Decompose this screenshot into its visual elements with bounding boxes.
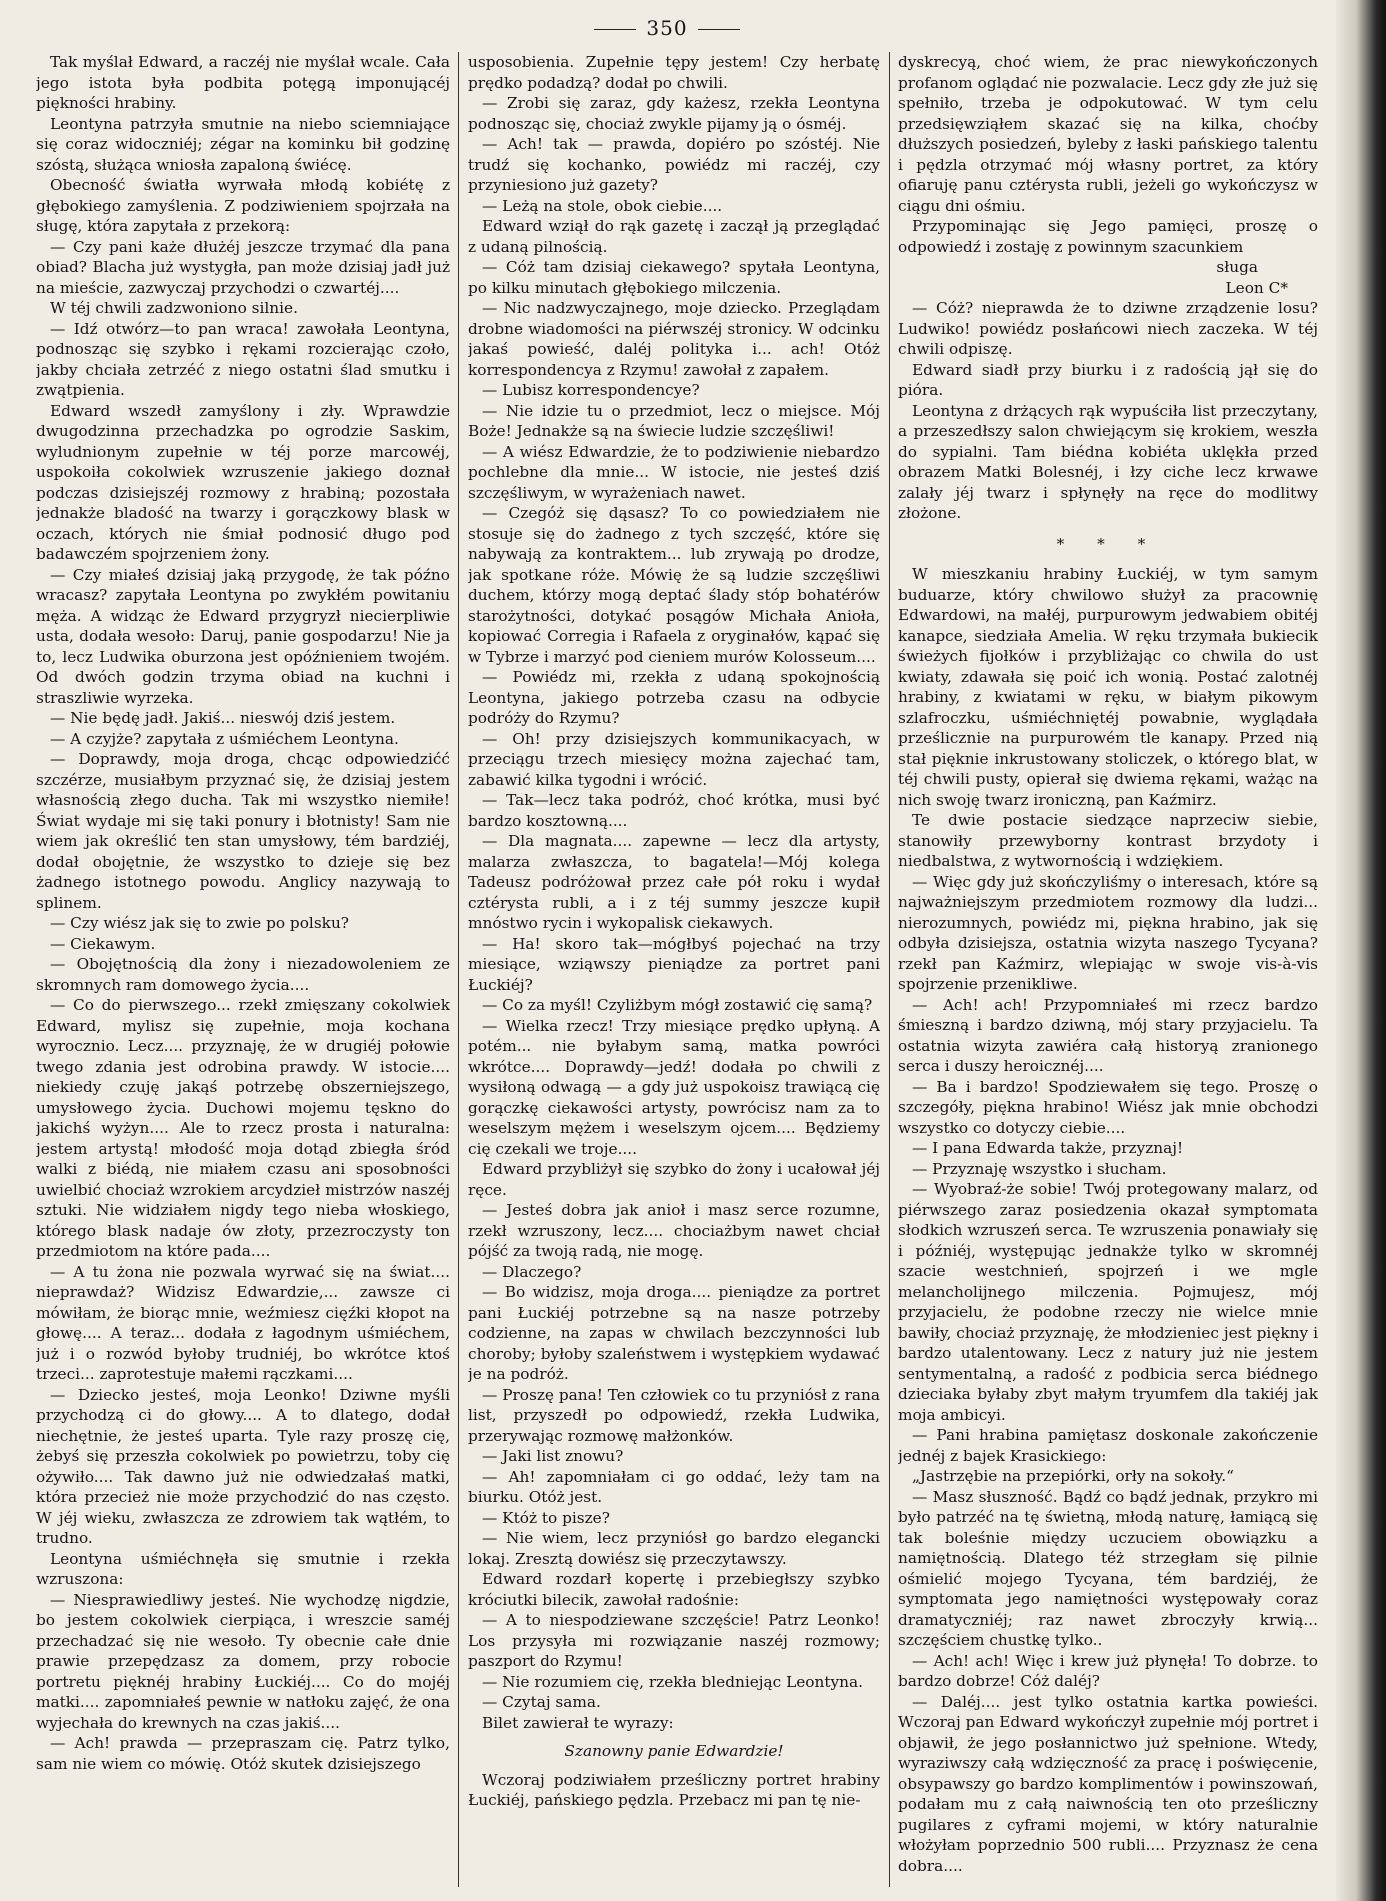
paragraph: — Idź otwórz—to pan wraca! zawołała Leontyna, podnosząc się szybko i rękami rozcierając czoło, jakby chciała zetrzéć z niego ostatni ślad smutku i zwątpienia.: [36, 319, 450, 399]
paragraph: — Jaki list znowu?: [482, 1447, 624, 1465]
paragraph: Tak myślał Edward, a raczéj nie myślał wcale. Cała jego istota była podbita potęgą imponującéj piękności hrabiny.: [36, 53, 450, 112]
paragraph: — Dla magnata.... zapewne — lecz dla artysty, malarza zwłaszcza, to bagatela!—Mój kolega Tadeusz podróżował przez całe pół roku i wydał cztérysta rubli, a i z téj summy jeszcze kupił mnóstwo rycin i wykopalisk ciekawych.: [468, 832, 880, 932]
paragraph: Obecność światła wyrwała młodą kobiétę z głębokiego zamyślenia. Z podziwieniem spojrzała na sługę, która zapytała z przekorą:: [36, 176, 450, 235]
text-column-3: [898, 52, 1318, 1887]
paragraph: — Co za myśl! Czyliżbym mógł zostawić cię samą?: [482, 996, 873, 1014]
paragraph: — Nic nadzwyczajnego, moje dziecko. Przeglądam drobne wiadomości na piérwszéj stronicy. W odcinku jakaś powieść, daléj polityka i... ach! Otóż korrespondencya z Rzymu! zawołał z zapałem.: [468, 299, 880, 379]
paragraph: — Ach! prawda — przepraszam cię. Patrz tylko, sam nie wiem co mówię. Otóż skutek dzisiejszego: [36, 1734, 450, 1773]
paragraph: Przypominając się Jego pamięci, proszę o odpowiedź i zostaję z powinnym szacunkiem: [898, 217, 1318, 256]
section-separator: * * *: [1056, 534, 1160, 553]
paragraph: Leontyna z drżących rąk wypuściła list przeczytany, a przeszedłszy salon chwiejącym się krokiem, weszła do sypialni. Tam biédna kobiéta uklękła przed obrazem Matki Bolesnéj, i łzy ciche lecz krwawe zalały jéj twarz i spłynęły na ręce do modlitwy złożone.: [898, 401, 1318, 522]
paragraph: Edward rozdarł kopertę i przebiegłszy szybko króciutki bilecik, zawołał radośnie:: [468, 1570, 880, 1609]
quotation: „Jastrzębie na przepiórki, orły na sokoły.“: [912, 1467, 1234, 1485]
paragraph: W téj chwili zadzwoniono silnie.: [50, 299, 298, 317]
paragraph: W mieszkaniu hrabiny Łuckiéj, w tym samym buduarze, który chwilowo służył za pracownię Edwardowi, na małéj, purpurowym jedwabiem obitéj kanapce, siedziała Amelia. W ręku trzymała bukiecik świeżych fijołków i przybliżając co chwila do ust kwiaty, zdawała się poić ich wonią. Postać zalotnéj hrabiny, z kwiatami w ręku, w białym pikowym szlafroczku, uśmiéchniętéj powabnie, wyglądała prześlicznie na purpurowém tle kanapy. Przed nią stał pięknie inkrustowany stoliczek, o którego blat, w téj chwili pusty, opierał się dwiema rękami, ważąc na nich swoję twarz ironiczną, pan Kaźmirz.: [898, 565, 1318, 809]
paragraph: Edward wziął do rąk gazetę i zaczął ją przeglądać z udaną pilnością.: [468, 217, 880, 256]
text-column-1: [36, 52, 450, 1887]
paragraph: — Nie będę jadł. Jakiś... nieswój dziś jestem.: [50, 709, 396, 727]
paragraph: — Obojętnością dla żony i niezadowoleniem ze skromnych ram domowego życia....: [36, 955, 450, 994]
paragraph: Edward przybliżył się szybko do żony i ucałował jéj ręce.: [468, 1160, 880, 1199]
column-divider: [889, 52, 890, 1887]
paragraph: — Oh! przy dzisiejszych kommunikacyach, w przeciągu trzech miesięcy można zajechać tam, zabawić kilka tygodni i wrócić.: [468, 729, 880, 789]
paragraph: — Dziecko jesteś, moja Leonko! Dziwne myśli przychodzą ci do głowy.... A to dlatego, dodał niechętnie, że jesteś uparta. Tyle razy proszę cię, żebyś się przeszła cokolwiek po powietrzu, toby cię ożywiło.... Tak dawno już nie odwiedzałaś matki, która przecież nie może przychodzić do nas często. W jéj wieku, zwłaszcza ze zdrowiem tak wątłém, to trudno.: [36, 1385, 450, 1547]
paragraph: Te dwie postacie siedzące naprzeciw siebie, stanowiły przewyborny kontrast brzydoty i niedbalstwa, z wytwornością i wdziękiem.: [898, 811, 1318, 870]
paragraph: Edward wszedł zamyślony i zły. Wprawdzie dwugodzinna przechadzka po ogrodzie Saskim, wyludnionym zupełnie w téj porze marcowéj, uspokoiła cokolwiek wzruszenie jakiego doznał podczas dzisiejszéj rozmowy z hrabiną; pozostała jednakże bladość na twarzy i gorączkowy blask w oczach, których nie śmiał podnosić długo pod badawczém spojrzeniem żony.: [36, 401, 450, 563]
paragraph: — Leżą na stole, obok ciebie....: [482, 196, 723, 215]
paragraph: — Cóż? nieprawda że to dziwne zrządzenie losu? Ludwiko! powiédz posłańcowi niech zaczeka. W téj chwili odpiszę.: [898, 299, 1318, 358]
page-edge-shadow: [1336, 0, 1386, 1901]
paragraph: — Proszę pana! Ten człowiek co tu przyniósł z rana list, przyszedł po odpowiedź, rzekła Ludwika, przerywając rozmowę małżonków.: [468, 1385, 880, 1445]
paragraph: — Pani hrabina pamiętasz doskonale zakończenie jednéj z bajek Krasickiego:: [898, 1426, 1318, 1465]
paragraph: Bilet zawierał te wyrazy:: [482, 1713, 674, 1732]
paragraph: — Zrobi się zaraz, gdy każesz, rzekła Leontyna podnosząc się, chociaż zwykle pijamy ją o ósméj.: [468, 94, 880, 133]
paragraph: — Co do pierwszego... rzekł zmięszany cokolwiek Edward, mylisz się zupełnie, moja kochana wyrocznio. Lecz.... przyznaję, że w drugiéj połowie twego zdania jest odrobina prawdy. W istocie.... niekiedy czuję jakąś potrzebę obszerniejszego, umysłowego życia. Duchowi mojemu tęskno do jakichś wyżyn.... Ale to rzecz prosta i naturalna: jestem artystą! młodość moja dotąd zbiegła śród walki z biédą, nie miałem czasu ani sposobności uwielbić chociaż wzrokiem arcydzieł mistrzów naszéj sztuki. Nie widziałem nigdy tego nieba włoskiego, którego blask nadaje ów złoty, przezroczysty ton przedmiotom na które pada....: [36, 996, 450, 1260]
page-number: 350: [572, 16, 762, 40]
paragraph: — Ba i bardzo! Spodziewałem się tego. Proszę o szczegóły, piękna hrabino! Wiész jak mnie obchodzi wszystko co dotyczy ciebie....: [898, 1077, 1318, 1137]
paragraph: — Daléj.... jest tylko ostatnia kartka powieści. Wczoraj pan Edward wykończył zupełnie mój portret i objawił, że jego posłannictwo już spełnione. Wtedy, wyraziwszy całą wdzięczność za pracę i poświęcenie, obsypawszy go bardzo komplimentów i powinszowań, podałam mu z całą naiwnością ten oto prześliczny pugilares z cyframi mojemi, w który naturalnie włożyłam poprzednio 500 rubli.... Przyznasz że cena dobra....: [898, 1692, 1318, 1875]
paragraph: — Ciekawym.: [50, 934, 156, 953]
letter-closing: sługa: [1216, 258, 1258, 276]
paragraph: Leontyna uśmiéchnęła się smutnie i rzekła wzruszona:: [36, 1549, 450, 1588]
paragraph: — Ach! tak — prawda, dopiéro po szóstéj. Nie trudź się kochanko, powiédz mi raczéj, czy przyniesiono już gazety?: [468, 135, 880, 194]
paragraph: — Przyznaję wszystko i słucham.: [912, 1159, 1167, 1178]
paragraph: — Ah! zapomniałam ci go oddać, leży tam na biurku. Otóż jest.: [468, 1467, 880, 1506]
paragraph: dyskrecyą, choć wiem, że prac niewykończonych profanom oglądać nie pozwalacie. Lecz gdy złe już się spełniło, trzeba je odpokutować. W tym celu przedsięwziąłem skazać się na kilka, choćby dłuższych posiedzeń, byleby z łaski pańskiego talentu i pędzla otrzymać mój własny portret, za który ofiaruję panu cztérysta rubli, jeżeli go wykończysz w ciągu dni ośmiu.: [898, 53, 1318, 215]
paragraph: — Czy miałeś dzisiaj jaką przygodę, że tak późno wracasz? zapytała Leontyna po zwykłém powitaniu męża. A widząc że Edward przygryzł niecierpliwie usta, dodała wesoło: Daruj, panie gospodarzu! Nie ja to, lecz Ludwika oburzona jest opóźnieniem twojém. Od dwóch godzin trzyma obiad na kuchni i straszliwie wyrzeka.: [36, 565, 450, 707]
paragraph: — Lubisz korrespondencye?: [482, 381, 700, 399]
paragraph: — Jesteś dobra jak anioł i masz serce rozumne, rzekł wzruszony, lecz.... chociażbym nawet chciał pójść za twoją radą, nie mogę.: [468, 1201, 880, 1260]
paragraph: — Czegóż się dąsasz? To co powiedziałem nie stosuje się do żadnego z tych szczęść, które się nabywają za kontraktem... lub zrywają po drodze, jak spotkane róże. Mówię że są ludzie szczęśliwi duchem, którzy mogą deptać ślady stóp bohatérów starożytności, dotykać posągów Michała Anioła, kopiować Corregia i Rafaela z oryginałów, kąpać się w Tybrze i marzyć pod cieniem murów Kolosseum....: [468, 504, 880, 666]
paragraph: — Bo widzisz, moja droga.... pieniądze za portret pani Łuckiéj potrzebne są na nasze potrzeby codzienne, na zapas w chwilach bezczynności lub choroby; byłoby szaleństwem i występkiem wydawać je na podróż.: [468, 1283, 880, 1383]
paragraph: — Czytaj sama.: [482, 1693, 601, 1711]
paragraph: — Nie wiem, lecz przyniósł go bardzo elegancki lokaj. Zresztą dowiész się przeczytawszy.: [468, 1529, 880, 1568]
paragraph: Edward siadł przy biurku i z radością jął się do pióra.: [898, 360, 1318, 399]
paragraph: Wczoraj podziwiałem prześliczny portret hrabiny Łuckiéj, pańskiego pędzla. Przebacz mi pan tę nie-: [468, 1770, 880, 1809]
paragraph: — Więc gdy już skończyliśmy o interesach, które są najważniejszym przedmiotem rozmowy dla ludzi... nierozumnych, powiédz mi, piękna hrabino, jak się odbyła dzisiejsza, ostatnia wizyta naszego Tycyana? rzekł pan Kaźmirz, wlepiając w swoje vis-à-vis spojrzenie przenikliwe.: [898, 872, 1318, 993]
paragraph: — A tu żona nie pozwala wyrwać się na świat.... nieprawdaż? Widzisz Edwardzie,... zawsze ci mówiłam, że biorąc mnie, weźmiesz cięźki kłopot na głowę.... A teraz... dodała z łagodnym uśmiéchem, już i o rozwód byłoby trudniéj, bo wkrótce ktoś trzeci... zaprotestuje małemi rączkami....: [36, 1262, 450, 1383]
paragraph: — Dlaczego?: [482, 1262, 582, 1281]
paragraph: — Czy wiész jak się to zwie po polsku?: [50, 914, 349, 932]
paragraph: Leontyna patrzyła smutnie na niebo sciemniające się coraz widoczniéj; zégar na kominku bił godzinę szóstą, służąca wniosła zapaloną świécę.: [36, 114, 450, 174]
paragraph: — Niesprawiedliwy jesteś. Nie wychodzę nigdzie, bo jestem cokolwiek cierpiąca, i wreszcie saméj przechadzać się nie wesoło. Ty obecnie całe dnie prawie przepędzasz za domem, przy robocie portretu pięknéj hrabiny Łuckiéj.... Co do mojéj matki.... zapomniałeś pewnie w natłoku zajęć, że ona wyjechała do krewnych na czas jakiś....: [36, 1590, 450, 1732]
paragraph: — Nie rozumiem cię, rzekła bledniejąc Leontyna.: [482, 1672, 863, 1691]
paragraph: — I pana Edwarda także, przyznaj!: [912, 1139, 1184, 1157]
letter-signature: Leon C*: [1225, 278, 1288, 297]
paragraph: — Któż to pisze?: [482, 1508, 610, 1527]
paragraph: — Ha! skoro tak—mógłbyś pojechać na trzy miesiące, wziąwszy pieniądze za portret pani Łuckiéj?: [468, 934, 880, 994]
paragraph: — A wiész Edwardzie, że to podziwienie niebardzo pochlebne dla mnie... W istocie, nie jesteś dziś szczęśliwym, w wyrażeniach nawet.: [468, 442, 880, 502]
paragraph: — Wielka rzecz! Trzy miesiące prędko upłyną. A potém... nie byłabym samą, matka powróci wkrótce.... Doprawdy—jedź! dodała po chwili z wysiłoną odwagą — a gdy już uspokoisz trawiącą cię gorączkę ciekawości artysty, powrócisz nam za to weselszym mężem i weselszym ojcem.... Będziemy cię czekali we troje....: [468, 1016, 880, 1158]
column-divider: [458, 52, 459, 1887]
paragraph: — Doprawdy, moja droga, chcąc odpowiedzićć szczérze, musiałbym przyznać się, że dzisiaj jestem własnością złego ducha. Tak mi wszystko niemiłe! Świat wydaje mi się taki ponury i błotnisty! Sam nie wiem jak określić ten stan umysłowy, tém bardziéj, dodał obojętnie, że wszystko to dzieje się bez żadnego istotnego powodu. Anglicy nazywają to splinem.: [36, 750, 450, 912]
text-column-2: [468, 52, 880, 1887]
paragraph: — A to niespodziewane szczęście! Patrz Leonko! Los przysyła mi rozwiązanie naszéj rozmowy; paszport do Rzymu!: [468, 1611, 880, 1670]
paragraph: — Ach! ach! Więc i krew już płynęła! To dobrze. to bardzo dobrze! Cóż daléj?: [898, 1651, 1318, 1690]
paragraph: usposobienia. Zupełnie tępy jestem! Czy herbatę prędko podadzą? dodał po chwili.: [468, 53, 880, 92]
paragraph: — Tak—lecz taka podróż, choć krótka, musi być bardzo kosztowną....: [468, 791, 880, 830]
paragraph: — Ach! ach! Przypomniałeś mi rzecz bardzo śmieszną i bardzo dziwną, mój stary przyjacielu. Ta ostatnia wizyta zawiéra całą historyą zranionego serca i duszy heroicznéj....: [898, 995, 1318, 1075]
paragraph: — Czy pani każe dłużéj jeszcze trzymać dla pana obiad? Blacha już wystygła, pan może dzisiaj jadł już na mieście, zazwyczaj przychodzi o czwartéj....: [36, 237, 450, 297]
paragraph: — Powiédz mi, rzekła z udaną spokojnością Leontyna, jakiego potrzeba czasu na odbycie podróży do Rzymu?: [468, 668, 880, 727]
paragraph: — Masz słuszność. Bądź co bądź jednak, przykro mi było patrzéć na tę świetną, młodą naturę, łamiącą się tak boleśnie między uczuciem obowiązku a namiętnością. Dlatego téż strzegłam się pilnie ośmielić mojego Tycyana, tém bardziéj, że symptomata jego namiętności występowały coraz dramatyczniéj; raz nawet zbroczyły krwią... szczęściem chustkę tylko..: [898, 1487, 1318, 1649]
paragraph: — Nie idzie tu o przedmiot, lecz o miejsce. Mój Boże! Jednakże są na świecie ludzie szczęśliwi!: [468, 401, 880, 440]
paragraph: — A czyjże? zapytała z uśmiéchem Leontyna.: [50, 729, 399, 748]
paragraph: — Wyobraź-że sobie! Twój protegowany malarz, od piérwszego zaraz posiedzenia okazał symptomata słodkich wzruszeń serca. Te wzruszenia ponawiały się i późniéj, występując jednakże tylko w skromnéj szacie westchnień, spojrzeń i we mgle melancholijnego milczenia. Pojmujesz, mój przyjacielu, że podobne rzeczy nie wielce mnie bawiły, chociaż przyznaję, że młodzieniec jest piękny i bardzo utalentowany. Lecz z natury już nie jestem sentymentalną, a radość z podbicia serca biédnego dzieciaka byłaby zbyt małym tryumfem dla takiéj jak moja ambicyi.: [898, 1180, 1318, 1424]
letter-salutation: Szanowny panie Edwardzie!: [564, 1742, 784, 1760]
paragraph: — Cóż tam dzisiaj ciekawego? spytała Leontyna, po kilku minutach głębokiego milczenia.: [468, 258, 880, 297]
